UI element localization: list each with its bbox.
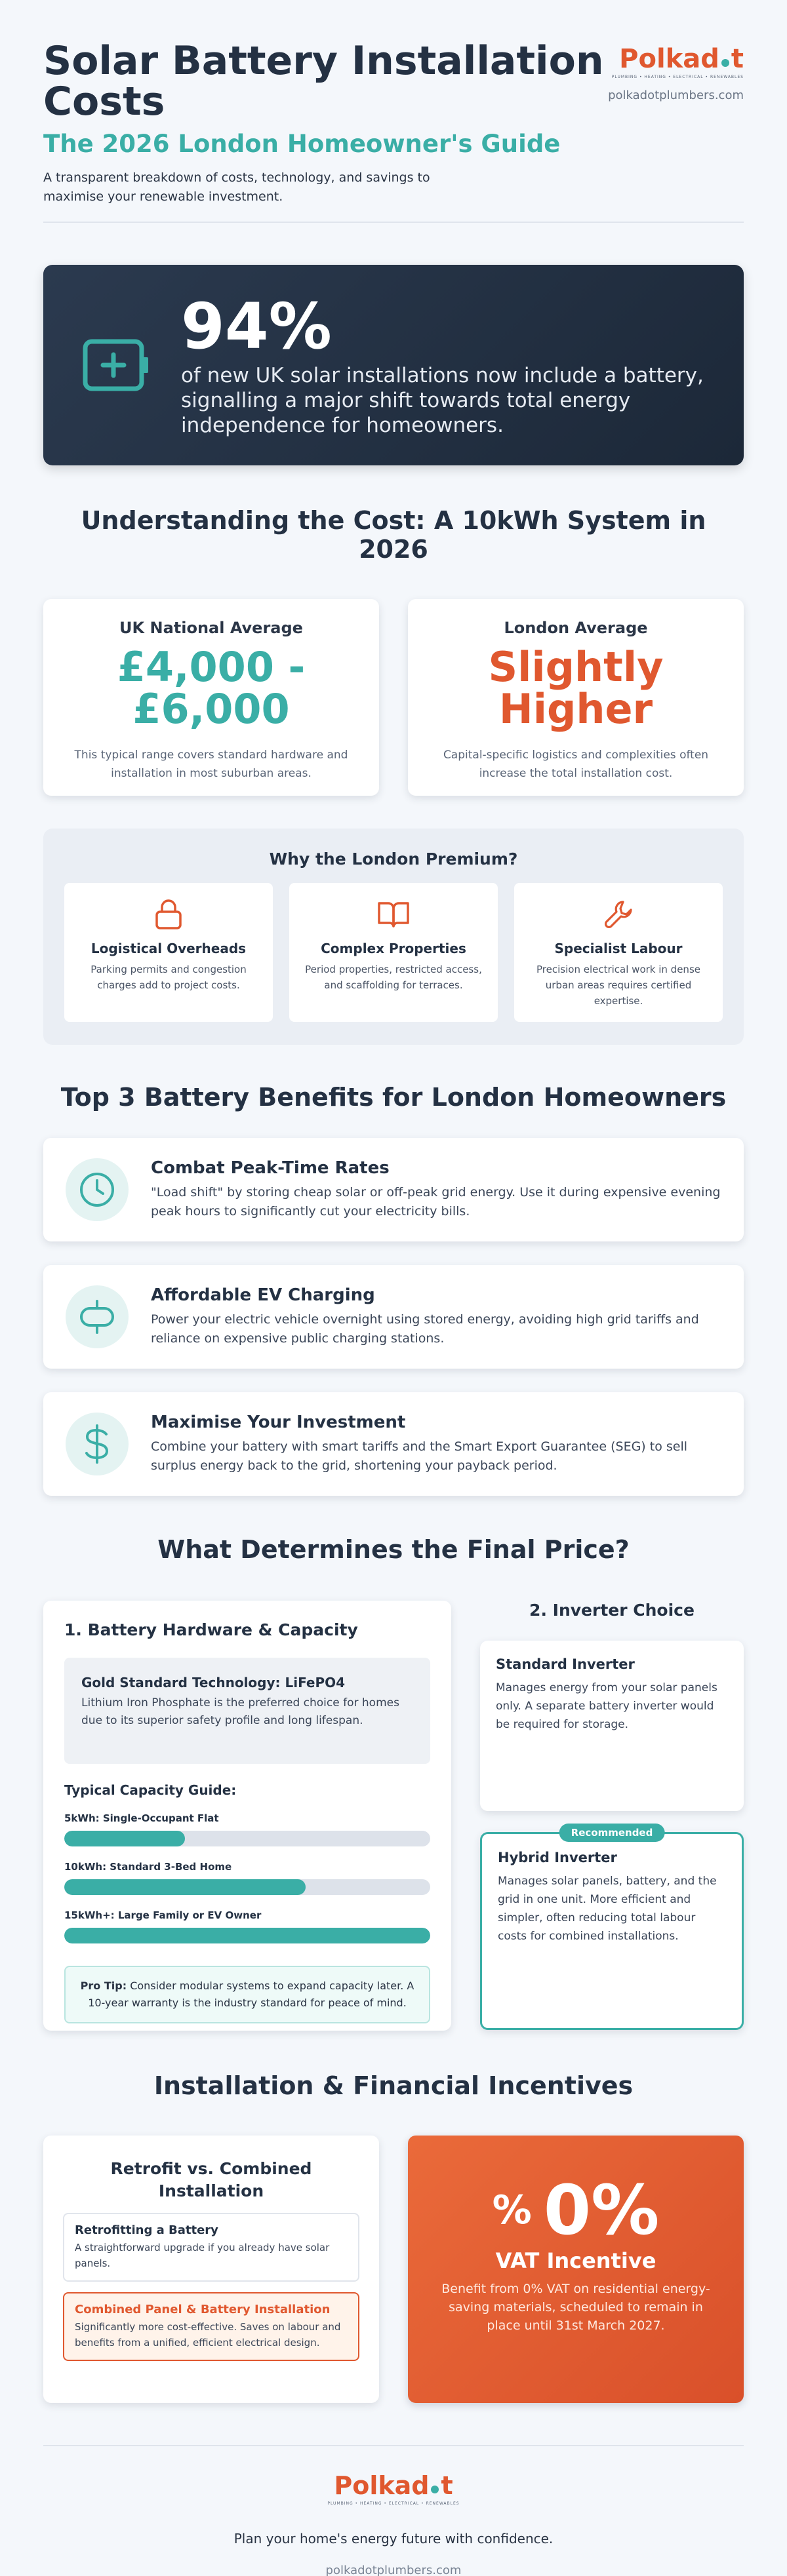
vat-title: VAT Incentive: [495, 2248, 656, 2273]
capacity-label: 10kWh: Standard 3-Bed Home: [64, 1861, 232, 1873]
incentives-section-title: Installation & Financial Incentives: [153, 2071, 634, 2100]
cost-value: Slightly Higher: [488, 643, 664, 733]
dollar-icon: [66, 1413, 129, 1475]
capacity-label: 15kWh+: Large Family or EV Owner: [64, 1909, 262, 1921]
percent-icon: %: [492, 2187, 532, 2233]
london-premium-panel: [43, 829, 744, 1045]
lock-icon: [76, 896, 261, 933]
hero-stat-value: 94%: [181, 290, 332, 363]
compare-title: Retrofit vs. Combined Installation: [110, 2159, 312, 2200]
capacity-bar-fill: [64, 1928, 430, 1943]
brand-name-part1: Polkad: [619, 44, 719, 74]
installation-compare-card: [43, 2136, 379, 2403]
premium-card: [514, 883, 723, 1022]
premium-cards: [64, 883, 723, 1022]
capacity-bar: [64, 1879, 430, 1895]
cost-card-uk: [43, 599, 379, 796]
ev-plug-icon: [66, 1285, 129, 1348]
book-icon: [301, 896, 486, 933]
cost-label: London Average: [504, 619, 648, 637]
pro-tip-label: Pro Tip:: [80, 1980, 127, 1992]
gold-standard-box: [64, 1658, 430, 1764]
option-title: Combined Panel & Battery Installation: [75, 2303, 331, 2316]
standard-inverter-card: [480, 1641, 744, 1811]
logo-dot-icon: [721, 59, 729, 67]
benefit-title: Combat Peak-Time Rates: [151, 1158, 390, 1178]
capacity-guide-title: Typical Capacity Guide:: [64, 1782, 237, 1798]
footer-url[interactable]: polkadotplumbers.com: [325, 2564, 462, 2576]
premium-card-title: Specialist Labour: [554, 941, 683, 956]
benefit-title: Maximise Your Investment: [151, 1413, 406, 1432]
inverter-column: [480, 1601, 744, 2031]
brand-logo[interactable]: [599, 42, 744, 75]
benefit-card: [43, 1138, 744, 1241]
pro-tip-box: [64, 1966, 430, 2023]
benefits-section-title: Top 3 Battery Benefits for London Homeowners: [60, 1083, 727, 1112]
inverter-title: Standard Inverter: [496, 1656, 635, 1672]
footer-tagline: Plan your home's energy future with confidence.: [233, 2531, 554, 2547]
premium-card: [289, 883, 498, 1022]
vat-value: 0%: [543, 2170, 660, 2250]
cost-note: Capital-specific logistics and complexities often increase the total installation cost.: [443, 749, 709, 780]
cost-section-title: Understanding the Cost: A 10kWh System in 2026: [81, 506, 706, 564]
benefit-card: [43, 1265, 744, 1369]
premium-card-desc: Precision electrical work in dense urban areas requires certified expertise.: [536, 964, 700, 1007]
vat-desc: Benefit from 0% VAT on residential energy-saving materials, scheduled to remain in place until 31st March 2027.: [441, 2282, 710, 2333]
brand-tagline: PLUMBING • HEATING • ELECTRICAL • RENEWABLES: [611, 75, 744, 79]
brand-name-part2: t: [441, 2471, 453, 2500]
inverter-desc: Manages energy from your solar panels only. A separate battery inverter would be required for storage.: [496, 1681, 717, 1731]
capacity-bar-fill: [64, 1879, 306, 1895]
battery-hardware-card: [43, 1601, 451, 2031]
footer-brand-logo[interactable]: [43, 2469, 744, 2501]
premium-card-desc: Period properties, restricted access, and scaffolding for terraces.: [305, 964, 482, 991]
header: [43, 0, 744, 223]
capacity-bar: [64, 1928, 430, 1943]
inverter-desc: Manages solar panels, battery, and the grid in one unit. More efficient and simpler, often reducing total labour costs for combined installations.: [498, 1875, 717, 1943]
gold-desc: Lithium Iron Phosphate is the preferred choice for homes due to its superior safety profile and long lifespan.: [81, 1696, 399, 1727]
brand-name-part1: Polkad: [334, 2471, 430, 2500]
vat-incentive-card: [408, 2136, 744, 2403]
premium-card-title: Logistical Overheads: [91, 941, 247, 956]
gold-title: Gold Standard Technology: LiFePO4: [81, 1675, 346, 1690]
benefit-title: Affordable EV Charging: [151, 1285, 375, 1305]
footer: [43, 2445, 744, 2576]
cost-cards: [43, 599, 744, 796]
inverter-heading: 2. Inverter Choice: [529, 1601, 695, 1620]
hybrid-inverter-card: [480, 1827, 744, 2030]
page-title: Solar Battery Installation Costs: [43, 38, 604, 125]
clock-icon: [66, 1158, 129, 1221]
vat-line: [438, 2170, 714, 2250]
wrench-icon: [526, 896, 711, 933]
option-combined: [63, 2292, 359, 2361]
brand-name-part2: t: [731, 44, 744, 74]
hero-stat-banner: [43, 265, 744, 465]
option-desc: Significantly more cost-effective. Saves on labour and benefits from a unified, efficient electrical design.: [75, 2321, 341, 2349]
capacity-bar: [64, 1831, 430, 1846]
cost-value: £4,000 - £6,000: [117, 643, 306, 733]
footer-brand-tagline: PLUMBING • HEATING • ELECTRICAL • RENEWABLES: [327, 2501, 460, 2506]
benefit-desc: Combine your battery with smart tariffs and the Smart Export Guarantee (SEG) to sell surplus energy back to the grid, shortening your payback period.: [151, 1439, 688, 1473]
battery-icon: [83, 332, 151, 398]
brand-url[interactable]: polkadotplumbers.com: [608, 88, 744, 102]
brand-block: [599, 42, 744, 102]
premium-card-desc: Parking permits and congestion charges add to project costs.: [91, 964, 247, 991]
option-retrofit: [63, 2213, 359, 2282]
benefit-card: [43, 1392, 744, 1496]
price-factors: [43, 1601, 744, 2031]
cost-label: UK National Average: [119, 619, 303, 637]
capacity-bar-fill: [64, 1831, 185, 1846]
option-title: Retrofitting a Battery: [75, 2223, 218, 2237]
premium-card-title: Complex Properties: [321, 941, 466, 956]
premium-title: Why the London Premium?: [269, 849, 518, 868]
intro-text: A transparent breakdown of costs, technology, and savings to maximise your renewable investment.: [43, 170, 430, 204]
premium-card: [64, 883, 273, 1022]
cost-note: This typical range covers standard hardware and installation in most suburban areas.: [74, 749, 348, 780]
pro-tip-text: Consider modular systems to expand capacity later. A 10-year warranty is the industry standard for peace of mind.: [88, 1980, 414, 2009]
benefit-desc: "Load shift" by storing cheap solar or off-peak grid energy. Use it during expensive evening peak hours to significantly cut your electricity bills.: [151, 1185, 721, 1219]
option-desc: A straightforward upgrade if you already have solar panels.: [75, 2242, 330, 2269]
hero-stat-text: of new UK solar installations now include a battery, signalling a major shift towards total energy independence for homeowners.: [181, 364, 704, 437]
hardware-heading: 1. Battery Hardware & Capacity: [64, 1620, 358, 1639]
logo-dot-icon: [431, 2486, 439, 2493]
cost-card-london: [408, 599, 744, 796]
benefit-desc: Power your electric vehicle overnight using stored energy, avoiding high grid tariffs and reliance on expensive public charging stations.: [151, 1312, 699, 1346]
page-subtitle: The 2026 London Homeowner's Guide: [43, 130, 561, 158]
incentives-row: [43, 2136, 744, 2403]
determines-section-title: What Determines the Final Price?: [157, 1535, 630, 1564]
recommended-badge: Recommended: [559, 1824, 665, 1842]
capacity-label: 5kWh: Single-Occupant Flat: [64, 1812, 219, 1824]
inverter-title: Hybrid Inverter: [498, 1850, 617, 1865]
